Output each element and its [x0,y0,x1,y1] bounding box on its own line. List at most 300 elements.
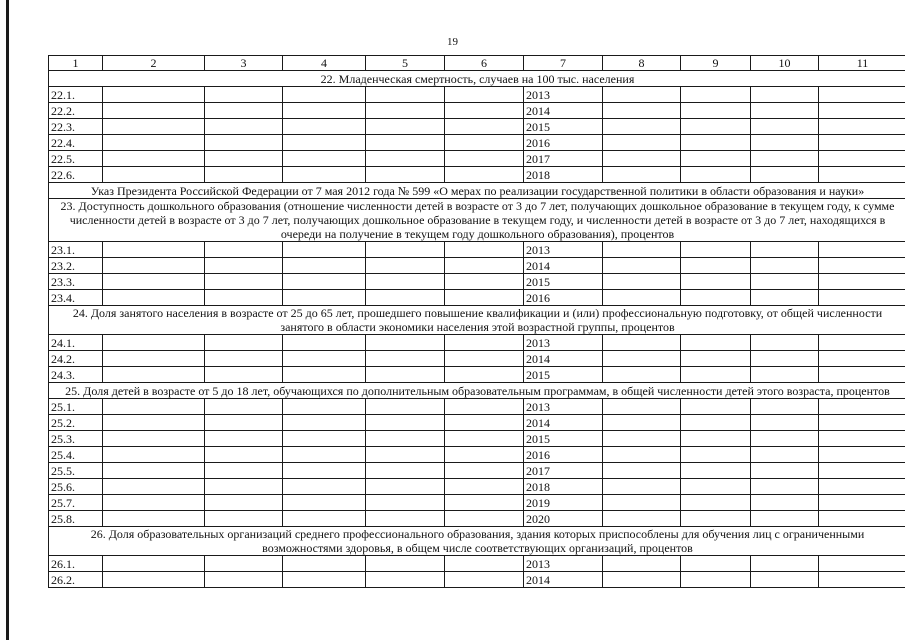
table-body [49,56,905,588]
row-number-cell: 22.4. [49,135,103,151]
empty-cell [819,274,905,290]
empty-cell [445,167,524,183]
section-header-row [49,306,905,335]
year-cell: 2020 [524,511,603,527]
empty-cell [445,415,524,431]
empty-cell [445,556,524,572]
empty-cell [681,447,751,463]
table-row [49,351,905,367]
empty-cell [103,351,205,367]
empty-cell [205,87,283,103]
year-cell: 2015 [524,367,603,383]
empty-cell [283,431,366,447]
empty-cell [205,447,283,463]
empty-cell [366,151,445,167]
empty-cell [751,87,819,103]
empty-cell [603,258,681,274]
row-number-cell: 23.4. [49,290,103,306]
empty-cell [751,242,819,258]
empty-cell [205,367,283,383]
empty-cell [681,431,751,447]
empty-cell [366,511,445,527]
table-row [49,119,905,135]
column-number: 8 [603,56,681,71]
empty-cell [445,495,524,511]
empty-cell [681,556,751,572]
empty-cell [681,290,751,306]
empty-cell [366,135,445,151]
empty-cell [205,351,283,367]
empty-cell [103,415,205,431]
empty-cell [283,274,366,290]
column-number: 1 [49,56,103,71]
row-number-cell: 24.1. [49,335,103,351]
year-cell: 2016 [524,135,603,151]
empty-cell [366,479,445,495]
empty-cell [366,556,445,572]
empty-cell [205,258,283,274]
row-number-cell: 23.1. [49,242,103,258]
empty-cell [366,431,445,447]
empty-cell [205,335,283,351]
table-row [49,572,905,588]
column-number: 2 [103,56,205,71]
empty-cell [103,290,205,306]
empty-cell [681,258,751,274]
column-number: 10 [751,56,819,71]
empty-cell [603,167,681,183]
empty-cell [205,415,283,431]
table-row [49,431,905,447]
empty-cell [205,556,283,572]
empty-cell [205,274,283,290]
table-row [49,103,905,119]
year-cell: 2013 [524,399,603,415]
empty-cell [366,351,445,367]
empty-cell [283,242,366,258]
year-cell: 2014 [524,351,603,367]
empty-cell [366,167,445,183]
empty-cell [819,119,905,135]
empty-cell [751,258,819,274]
empty-cell [751,103,819,119]
empty-cell [603,274,681,290]
section-header-row [49,199,905,242]
empty-cell [751,167,819,183]
column-number-row [49,56,905,71]
empty-cell [819,151,905,167]
empty-cell [603,290,681,306]
empty-cell [283,290,366,306]
empty-cell [681,335,751,351]
year-cell: 2013 [524,87,603,103]
empty-cell [103,463,205,479]
empty-cell [681,367,751,383]
section-header-row [49,383,905,399]
year-cell: 2016 [524,447,603,463]
year-cell: 2015 [524,431,603,447]
section-title: 25. Доля детей в возрасте от 5 до 18 лет, обучающихся по дополнительным образовательным программам, в общей численности детей этого возраста, процентов [49,383,905,399]
empty-cell [283,367,366,383]
year-cell: 2014 [524,258,603,274]
empty-cell [603,351,681,367]
table-row [49,511,905,527]
column-number: 5 [366,56,445,71]
row-number-cell: 23.2. [49,258,103,274]
section-title: 24. Доля занятого населения в возрасте от 25 до 65 лет, прошедшего повышение квалификации и (или) профессиональную подготовку, от общей численности занятого в области экономики населения этой возрастной группы, процентов [49,306,905,335]
section-title: 26. Доля образовательных организаций среднего профессионального образования, здания которых приспособлены для обучения лиц с ограниченными возможностями здоровья, в общем числе соответствующих организаций, процентов [49,527,905,556]
empty-cell [103,495,205,511]
empty-cell [103,242,205,258]
row-number-cell: 24.3. [49,367,103,383]
empty-cell [103,103,205,119]
empty-cell [445,335,524,351]
empty-cell [751,556,819,572]
empty-cell [103,335,205,351]
empty-cell [205,431,283,447]
empty-cell [603,103,681,119]
year-cell: 2016 [524,290,603,306]
row-number-cell: 22.5. [49,151,103,167]
empty-cell [681,511,751,527]
empty-cell [205,479,283,495]
empty-cell [751,290,819,306]
empty-cell [103,431,205,447]
row-number-cell: 23.3. [49,274,103,290]
empty-cell [445,463,524,479]
empty-cell [205,511,283,527]
column-number: 3 [205,56,283,71]
empty-cell [751,415,819,431]
empty-cell [681,119,751,135]
empty-cell [205,572,283,588]
section-header-row [49,527,905,556]
empty-cell [103,151,205,167]
empty-cell [283,495,366,511]
empty-cell [681,399,751,415]
empty-cell [681,463,751,479]
empty-cell [205,103,283,119]
empty-cell [366,495,445,511]
year-cell: 2015 [524,119,603,135]
empty-cell [103,479,205,495]
empty-cell [603,479,681,495]
indicators-table [48,55,905,588]
empty-cell [445,87,524,103]
empty-cell [819,167,905,183]
empty-cell [819,447,905,463]
empty-cell [366,367,445,383]
empty-cell [103,556,205,572]
empty-cell [819,495,905,511]
empty-cell [205,151,283,167]
empty-cell [681,242,751,258]
empty-cell [603,431,681,447]
empty-cell [283,399,366,415]
row-number-cell: 25.6. [49,479,103,495]
row-number-cell: 22.1. [49,87,103,103]
section-title: 23. Доступность дошкольного образования (отношение численности детей в возрасте от 3 до 7 лет, получающих дошкольное образование в текущем году, к сумме численности детей в возрасте от 3 до 7 лет, получающих дошкольное образование в текущем году, и численности детей в возрасте от 3 до 7 лет, находящихся в очереди на получение в текущем году дошкольного образования), процентов [49,199,905,242]
section-header-row [49,71,905,87]
empty-cell [751,135,819,151]
row-number-cell: 25.7. [49,495,103,511]
empty-cell [603,151,681,167]
empty-cell [283,463,366,479]
empty-cell [681,167,751,183]
empty-cell [681,151,751,167]
empty-cell [445,119,524,135]
year-cell: 2013 [524,335,603,351]
empty-cell [366,415,445,431]
table-row [49,556,905,572]
table-row [49,135,905,151]
empty-cell [819,367,905,383]
empty-cell [445,351,524,367]
empty-cell [366,87,445,103]
empty-cell [103,399,205,415]
binding-margin-line [6,0,9,640]
empty-cell [751,511,819,527]
row-number-cell: 25.3. [49,431,103,447]
empty-cell [283,479,366,495]
page-number: 19 [447,36,458,48]
empty-cell [366,242,445,258]
year-cell: 2013 [524,242,603,258]
empty-cell [283,335,366,351]
empty-cell [366,119,445,135]
year-cell: 2017 [524,151,603,167]
empty-cell [103,274,205,290]
row-number-cell: 26.1. [49,556,103,572]
year-cell: 2013 [524,556,603,572]
year-cell: 2018 [524,479,603,495]
empty-cell [819,290,905,306]
table-row [49,495,905,511]
table-row [49,367,905,383]
empty-cell [283,119,366,135]
empty-cell [751,495,819,511]
empty-cell [445,151,524,167]
empty-cell [603,556,681,572]
empty-cell [751,463,819,479]
empty-cell [283,167,366,183]
row-number-cell: 22.3. [49,119,103,135]
empty-cell [819,103,905,119]
empty-cell [445,572,524,588]
empty-cell [751,151,819,167]
empty-cell [819,479,905,495]
table-row [49,415,905,431]
empty-cell [103,167,205,183]
empty-cell [681,351,751,367]
empty-cell [366,463,445,479]
row-number-cell: 24.2. [49,351,103,367]
table-row [49,258,905,274]
empty-cell [283,258,366,274]
table-row [49,335,905,351]
row-number-cell: 22.2. [49,103,103,119]
empty-cell [103,258,205,274]
year-cell: 2014 [524,103,603,119]
empty-cell [445,447,524,463]
empty-cell [751,351,819,367]
empty-cell [751,572,819,588]
empty-cell [603,415,681,431]
column-number: 9 [681,56,751,71]
empty-cell [283,351,366,367]
empty-cell [103,367,205,383]
empty-cell [366,572,445,588]
empty-cell [445,135,524,151]
empty-cell [819,399,905,415]
empty-cell [681,135,751,151]
empty-cell [283,151,366,167]
empty-cell [819,556,905,572]
empty-cell [681,103,751,119]
empty-cell [819,415,905,431]
empty-cell [445,290,524,306]
empty-cell [603,367,681,383]
empty-cell [681,415,751,431]
empty-cell [205,119,283,135]
empty-cell [819,351,905,367]
empty-cell [103,447,205,463]
empty-cell [603,511,681,527]
empty-cell [283,556,366,572]
empty-cell [603,242,681,258]
empty-cell [103,135,205,151]
empty-cell [681,572,751,588]
empty-cell [283,135,366,151]
empty-cell [603,119,681,135]
empty-cell [751,479,819,495]
empty-cell [603,463,681,479]
row-number-cell: 22.6. [49,167,103,183]
empty-cell [751,447,819,463]
table-row [49,290,905,306]
year-cell: 2015 [524,274,603,290]
empty-cell [445,479,524,495]
empty-cell [103,119,205,135]
empty-cell [819,135,905,151]
empty-cell [283,87,366,103]
table-row [49,87,905,103]
empty-cell [445,431,524,447]
empty-cell [283,415,366,431]
empty-cell [603,399,681,415]
empty-cell [283,511,366,527]
empty-cell [819,87,905,103]
row-number-cell: 25.8. [49,511,103,527]
empty-cell [205,495,283,511]
row-number-cell: 25.4. [49,447,103,463]
empty-cell [366,103,445,119]
empty-cell [603,572,681,588]
year-cell: 2019 [524,495,603,511]
table-row [49,242,905,258]
year-cell: 2014 [524,415,603,431]
empty-cell [603,335,681,351]
row-number-cell: 25.1. [49,399,103,415]
empty-cell [445,399,524,415]
empty-cell [366,258,445,274]
empty-cell [819,258,905,274]
empty-cell [283,103,366,119]
section-header-row [49,183,905,199]
empty-cell [819,572,905,588]
empty-cell [603,87,681,103]
row-number-cell: 26.2. [49,572,103,588]
table-row [49,399,905,415]
section-title: 22. Младенческая смертность, случаев на 100 тыс. населения [49,71,905,87]
empty-cell [819,463,905,479]
row-number-cell: 25.2. [49,415,103,431]
empty-cell [366,447,445,463]
empty-cell [681,87,751,103]
empty-cell [819,242,905,258]
table-row [49,463,905,479]
table-row [49,274,905,290]
column-number: 6 [445,56,524,71]
table-row [49,167,905,183]
empty-cell [819,335,905,351]
table-row [49,447,905,463]
row-number-cell: 25.5. [49,463,103,479]
empty-cell [445,367,524,383]
empty-cell [205,290,283,306]
empty-cell [751,119,819,135]
empty-cell [283,447,366,463]
empty-cell [366,274,445,290]
column-number: 4 [283,56,366,71]
empty-cell [103,511,205,527]
empty-cell [366,335,445,351]
empty-cell [751,367,819,383]
empty-cell [751,274,819,290]
empty-cell [103,87,205,103]
table-row [49,151,905,167]
year-cell: 2018 [524,167,603,183]
column-number: 7 [524,56,603,71]
empty-cell [205,242,283,258]
empty-cell [445,103,524,119]
empty-cell [751,431,819,447]
year-cell: 2014 [524,572,603,588]
section-title: Указ Президента Российской Федерации от 7 мая 2012 года № 599 «О мерах по реализации государственной политики в области образования и науки» [49,183,905,199]
empty-cell [205,135,283,151]
empty-cell [681,495,751,511]
table-row [49,479,905,495]
empty-cell [103,572,205,588]
empty-cell [366,290,445,306]
empty-cell [283,572,366,588]
empty-cell [603,447,681,463]
empty-cell [603,135,681,151]
column-number: 11 [819,56,905,71]
empty-cell [205,463,283,479]
empty-cell [366,399,445,415]
empty-cell [681,274,751,290]
empty-cell [751,399,819,415]
empty-cell [445,511,524,527]
empty-cell [445,242,524,258]
empty-cell [205,399,283,415]
empty-cell [445,258,524,274]
empty-cell [681,479,751,495]
empty-cell [819,431,905,447]
year-cell: 2017 [524,463,603,479]
empty-cell [819,511,905,527]
